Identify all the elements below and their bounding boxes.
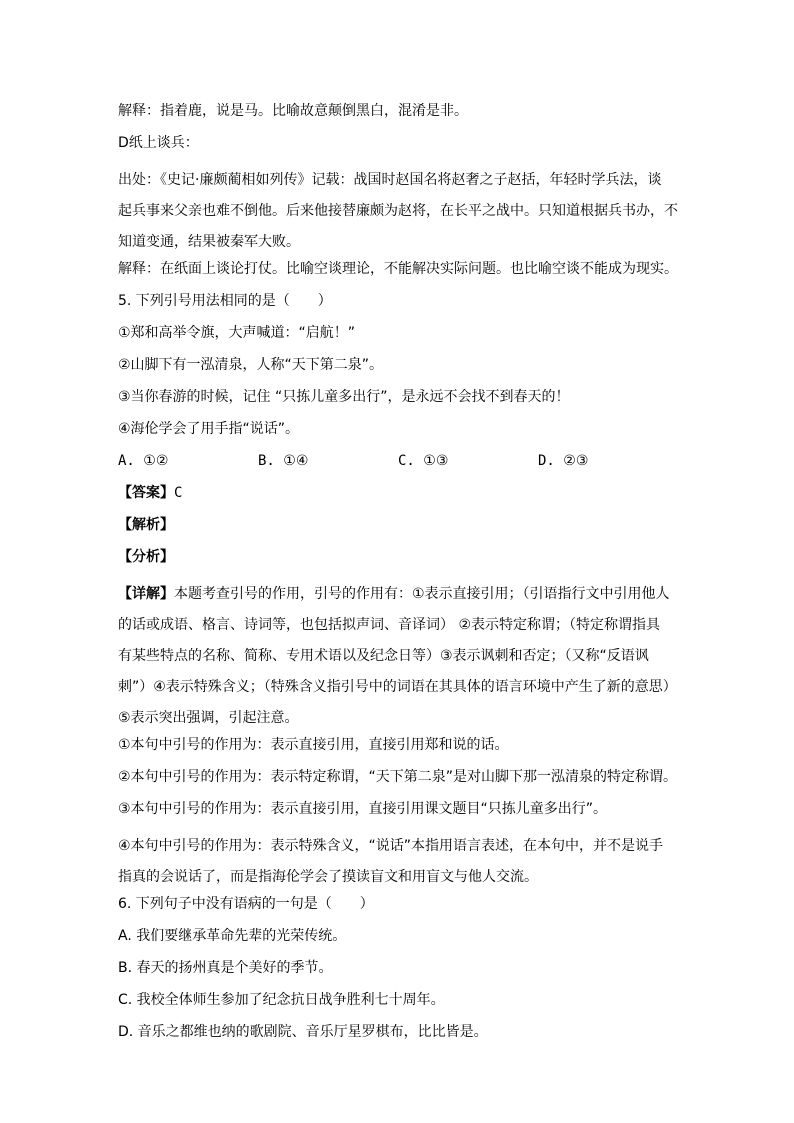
question-6: 6. 下列句子中没有语病的一句是（ ） — [118, 896, 374, 912]
question-6-option-d: D. 音乐之都维也纳的歌剧院、音乐厅星罗棋布，比比皆是。 — [118, 1024, 488, 1040]
explain-item-3: ③本句中引号的作用为：表示直接引用，直接引用课文题目“只拣儿童多出行”。 — [118, 801, 608, 817]
question-5: 5. 下列引号用法相同的是（ ） — [118, 293, 332, 309]
question-5-item-4: ④海伦学会了用手指“说话”。 — [118, 421, 300, 437]
idiom-heading-d: D纸上谈兵： — [118, 135, 199, 151]
question-6-option-c: C. 我校全体师生参加了纪念抗日战争胜利七十周年。 — [118, 992, 445, 1008]
question-5-options — [118, 451, 678, 471]
source-line-2: 起兵事来父亲也难不倒他。后来他接替廉颇为赵将，在长平之战中。只知道根据兵书办，不 — [118, 203, 678, 219]
detail-line-1: 【详解】本题考查引号的作用，引号的作用有：①表示直接引用；（引语指行文中引用他人 — [118, 586, 670, 602]
explanation-line-1: 解释：指着鹿，说是马。比喻故意颠倒黑白，混淆是非。 — [118, 103, 468, 119]
option-b: B. ①④ — [258, 453, 309, 469]
source-paragraph — [118, 165, 678, 258]
option-a: A. ①② — [118, 453, 169, 469]
answer-line — [118, 483, 678, 503]
explain-item-4-line-1: ④本句中引号的作用为：表示特殊含义，“说话”本指用语言表述，在本句中，并不是说手 — [118, 838, 664, 854]
document-page — [118, 101, 678, 1054]
detail-paragraph — [118, 579, 678, 734]
fenxi-tag: 【分析】 — [118, 549, 174, 565]
answer-tag: 【答案】 — [118, 485, 174, 501]
question-5-item-1: ①郑和高举令旗，大声喊道：“启航！” — [118, 325, 356, 341]
option-c: C. ①③ — [398, 453, 449, 469]
question-6-option-b: B. 春天的扬州真是个美好的季节。 — [118, 960, 333, 976]
source-line-3: 知道变通，结果被秦军大败。 — [118, 234, 300, 250]
question-5-item-2: ②山脚下有一泓清泉，人称“天下第二泉”。 — [118, 357, 384, 373]
analysis-tag: 【解析】 — [118, 517, 174, 533]
explain-item-1: ①本句中引号的作用为：表示直接引用，直接引用郑和说的话。 — [118, 737, 509, 753]
question-6-option-a: A. 我们要继承革命先辈的光荣传统。 — [118, 928, 347, 944]
explain-item-2: ②本句中引号的作用为：表示特定称谓，“天下第二泉”是对山脚下那一泓清泉的特定称谓。 — [118, 769, 678, 785]
detail-tag: 【详解】 — [118, 586, 174, 602]
explain-item-4 — [118, 831, 678, 893]
option-d: D. ②③ — [538, 453, 589, 469]
source-line-1: 出处：《史记·廉颇蔺相如列传》记载：战国时赵国名将赵奢之子赵括，年轻时学兵法，谈 — [118, 172, 662, 188]
detail-line-4: 刺”）④表示特殊含义；（特殊含义指引号中的词语在其具体的语言环境中产生了新的意思） — [118, 679, 677, 695]
question-5-item-3: ③当你春游的时候，记住 “只拣儿童多出行”，是永远不会找不到春天的！ — [118, 389, 570, 405]
detail-line-5: ⑤表示突出强调，引起注意。 — [118, 710, 299, 726]
answer-value: C — [174, 485, 183, 501]
explanation-line-2: 解释：在纸面上谈论打仗。比喻空谈理论，不能解决实际问题。也比喻空谈不能成为现实。 — [118, 261, 678, 277]
detail-line-3: 有某些特点的名称、简称、专用术语以及纪念日等）③表示讽刺和否定；（又称“反语讽 — [118, 648, 649, 664]
detail-line-2: 的话或成语、格言、诗词等，也包括拟声词、音译词） ②表示特定称谓；（特定称谓指具 — [118, 617, 660, 633]
explain-item-4-line-2: 指真的会说话了，而是指海伦学会了摸读盲文和用盲文与他人交流。 — [118, 869, 538, 885]
